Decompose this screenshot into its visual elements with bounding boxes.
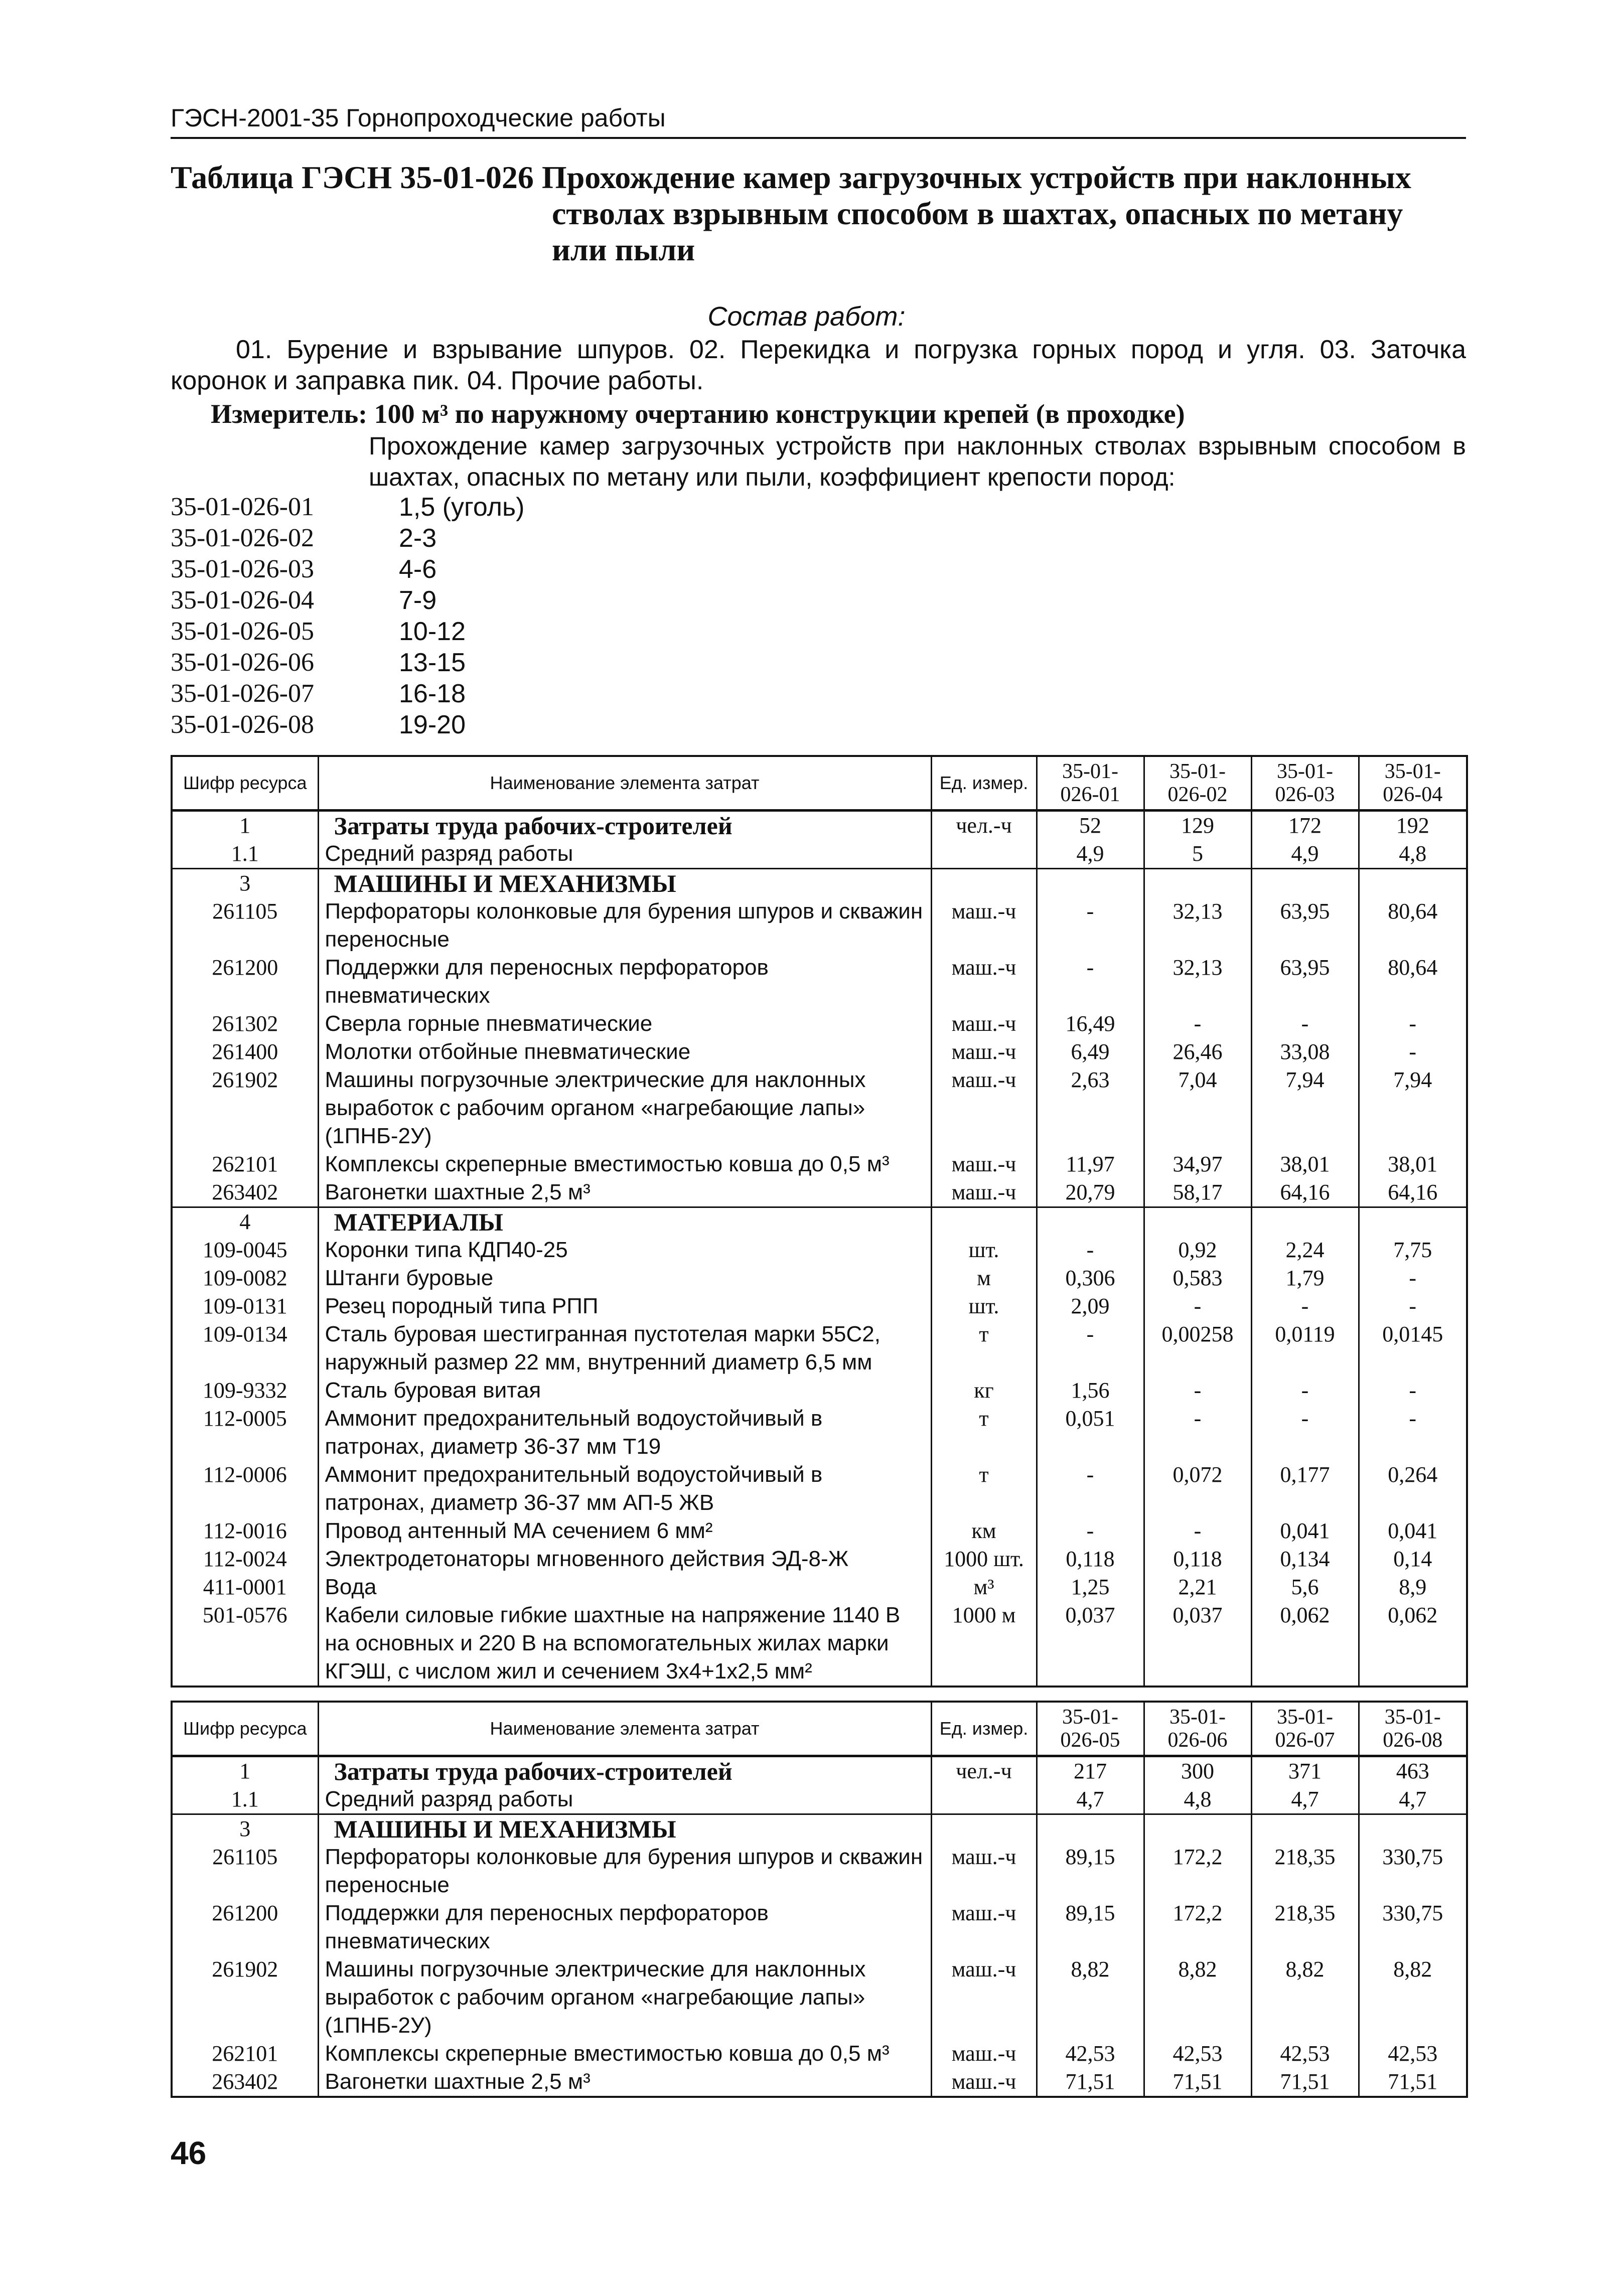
table-row: [172, 1545, 1467, 1573]
resource-code-cell: 112-0024: [172, 1545, 318, 1573]
value-cell: -: [1359, 1405, 1467, 1461]
resource-code-cell: 262101: [172, 2040, 318, 2068]
header-code: Шифр ресурса: [172, 756, 318, 811]
header-col-3: 35-01- 026-07: [1251, 1702, 1359, 1756]
resource-code-cell: 109-9332: [172, 1376, 318, 1405]
value-cell: 172: [1251, 811, 1359, 840]
value-cell: 0,0119: [1251, 1320, 1359, 1376]
value-cell: 371: [1251, 1756, 1359, 1786]
value-cell: 71,51: [1251, 2068, 1359, 2097]
composition-text: [171, 334, 1466, 396]
value-cell: -: [1359, 1292, 1467, 1320]
value-cell: 2,09: [1037, 1292, 1144, 1320]
header-col-4: 35-01- 026-08: [1359, 1702, 1467, 1756]
table-row: [172, 869, 1467, 898]
table-row: [172, 1264, 1467, 1292]
value-cell: 8,9: [1359, 1573, 1467, 1601]
code-list-item: [171, 647, 773, 678]
table-row: [172, 1814, 1467, 1844]
value-cell: 4,8: [1144, 1785, 1251, 1814]
value-cell: 2,63: [1037, 1066, 1144, 1150]
value-cell: 80,64: [1359, 897, 1467, 954]
code-list: [171, 492, 773, 740]
value-cell: -: [1144, 1292, 1251, 1320]
value-cell: 80,64: [1359, 954, 1467, 1010]
unit-cell: маш.-ч: [931, 1150, 1037, 1178]
value-cell: -: [1037, 897, 1144, 954]
value-cell: 1,25: [1037, 1573, 1144, 1601]
value-cell: 7,94: [1359, 1066, 1467, 1150]
hardness-value: 13-15: [399, 648, 466, 677]
resource-code-cell: 109-0045: [172, 1236, 318, 1264]
value-cell: 0,037: [1037, 1601, 1144, 1687]
value-cell: 6,49: [1037, 1038, 1144, 1066]
value-cell: 218,35: [1251, 1899, 1359, 1955]
value-cell: 172,2: [1144, 1843, 1251, 1899]
unit-cell: м: [931, 1264, 1037, 1292]
value-cell: 71,51: [1037, 2068, 1144, 2097]
table-row: [172, 1899, 1467, 1955]
header-col-1: 35-01- 026-01: [1037, 756, 1144, 811]
cost-element-name-cell: Вода: [318, 1573, 931, 1601]
resource-code: 35-01-026-02: [171, 524, 314, 552]
header-unit: Ед. измер.: [931, 756, 1037, 811]
value-cell: [1359, 869, 1467, 898]
table-row: [172, 1756, 1467, 1786]
value-cell: 42,53: [1359, 2040, 1467, 2068]
cost-element-name-cell: Кабели силовые гибкие шахтные на напряжение 1140 В на основных и 220 В на вспомогательных жилах марки КГЭШ, с числом жил и сечением 3х4+1х2,5 мм²: [318, 1601, 931, 1687]
table-header-row: [172, 756, 1467, 811]
table-row: [172, 1376, 1467, 1405]
composition-heading: Состав работ:: [707, 301, 906, 332]
value-cell: 463: [1359, 1756, 1467, 1786]
resource-code-cell: 1.1: [172, 840, 318, 869]
table-row: [172, 1573, 1467, 1601]
cost-element-name-cell: МАШИНЫ И МЕХАНИЗМЫ: [318, 869, 931, 898]
header-name: Наименование элемента затрат: [318, 1702, 931, 1756]
table-row: [172, 1150, 1467, 1178]
resource-code-cell: 263402: [172, 2068, 318, 2097]
code-list-item: [171, 709, 773, 740]
hardness-value: 1,5 (уголь): [399, 493, 525, 522]
value-cell: [1037, 1814, 1144, 1844]
unit-cell: [931, 1814, 1037, 1844]
cost-element-name-cell: Поддержки для переносных перфораторов пневматических: [318, 954, 931, 1010]
value-cell: 0,072: [1144, 1461, 1251, 1517]
value-cell: 330,75: [1359, 1843, 1467, 1899]
resource-code-cell: 109-0082: [172, 1264, 318, 1292]
cost-element-name-cell: Средний разряд работы: [318, 1785, 931, 1814]
value-cell: 8,82: [1359, 1955, 1467, 2040]
resource-code-cell: 263402: [172, 1178, 318, 1207]
hardness-value: 2-3: [399, 524, 437, 553]
cost-element-name-cell: Вагонетки шахтные 2,5 м³: [318, 2068, 931, 2097]
resource-code-cell: 262101: [172, 1150, 318, 1178]
table-row: [172, 1066, 1467, 1150]
table-row: [172, 1461, 1467, 1517]
header-code: Шифр ресурса: [172, 1702, 318, 1756]
table-row: [172, 1010, 1467, 1038]
resource-code-cell: 261200: [172, 954, 318, 1010]
value-cell: -: [1251, 1376, 1359, 1405]
table-row: [172, 1517, 1467, 1545]
value-cell: 42,53: [1037, 2040, 1144, 2068]
value-cell: [1251, 1814, 1359, 1844]
value-cell: 32,13: [1144, 897, 1251, 954]
value-cell: 7,75: [1359, 1236, 1467, 1264]
value-cell: [1251, 1207, 1359, 1237]
value-cell: 0,118: [1037, 1545, 1144, 1573]
value-cell: -: [1037, 1461, 1144, 1517]
table-title-line3: или пыли: [552, 232, 695, 267]
resource-table-2: [171, 1701, 1468, 2098]
value-cell: 4,7: [1251, 1785, 1359, 1814]
unit-cell: [931, 840, 1037, 869]
cost-element-name-cell: Комплексы скреперные вместимостью ковша до 0,5 м³: [318, 2040, 931, 2068]
value-cell: 38,01: [1251, 1150, 1359, 1178]
value-cell: 0,00258: [1144, 1320, 1251, 1376]
cost-element-name-cell: Машины погрузочные электрические для наклонных выработок с рабочим органом «нагребающие лапы» (1ПНБ-2У): [318, 1066, 931, 1150]
value-cell: [1144, 1207, 1251, 1237]
value-cell: [1359, 1207, 1467, 1237]
table-row: [172, 1236, 1467, 1264]
resource-code: 35-01-026-06: [171, 648, 314, 677]
value-cell: -: [1251, 1010, 1359, 1038]
value-cell: 11,97: [1037, 1150, 1144, 1178]
value-cell: -: [1037, 954, 1144, 1010]
table-row: [172, 1292, 1467, 1320]
unit-cell: чел.-ч: [931, 1756, 1037, 1786]
value-cell: 89,15: [1037, 1899, 1144, 1955]
value-cell: 0,177: [1251, 1461, 1359, 1517]
resource-code-cell: 261902: [172, 1066, 318, 1150]
running-head: ГЭСН-2001-35 Горнопроходческие работы: [171, 103, 1466, 139]
unit-cell: т: [931, 1461, 1037, 1517]
value-cell: 0,583: [1144, 1264, 1251, 1292]
unit-cell: кг: [931, 1376, 1037, 1405]
unit-cell: чел.-ч: [931, 811, 1037, 840]
value-cell: 8,82: [1251, 1955, 1359, 2040]
value-cell: -: [1144, 1010, 1251, 1038]
page-number: 46: [171, 2135, 207, 2171]
value-cell: 33,08: [1251, 1038, 1359, 1066]
unit-cell: шт.: [931, 1236, 1037, 1264]
unit-cell: маш.-ч: [931, 2040, 1037, 2068]
value-cell: [1037, 1207, 1144, 1237]
value-cell: -: [1359, 1038, 1467, 1066]
value-cell: 38,01: [1359, 1150, 1467, 1178]
cost-element-name-cell: Провод антенный МА сечением 6 мм²: [318, 1517, 931, 1545]
resource-code-cell: 112-0006: [172, 1461, 318, 1517]
cost-element-name-cell: МАТЕРИАЛЫ: [318, 1207, 931, 1237]
resource-code-cell: 3: [172, 1814, 318, 1844]
value-cell: 0,062: [1251, 1601, 1359, 1687]
table-title: [171, 160, 1466, 268]
resource-code-cell: 112-0005: [172, 1405, 318, 1461]
hardness-value: 16-18: [399, 679, 466, 708]
unit-cell: маш.-ч: [931, 1038, 1037, 1066]
resource-code-cell: 109-0134: [172, 1320, 318, 1376]
table-row: [172, 1601, 1467, 1687]
code-list-item: [171, 616, 773, 647]
unit-cell: шт.: [931, 1292, 1037, 1320]
table-row: [172, 2068, 1467, 2097]
value-cell: 71,51: [1144, 2068, 1251, 2097]
value-cell: [1037, 869, 1144, 898]
resource-code-cell: 1.1: [172, 1785, 318, 1814]
value-cell: 4,8: [1359, 840, 1467, 869]
unit-cell: 1000 шт.: [931, 1545, 1037, 1573]
unit-cell: маш.-ч: [931, 897, 1037, 954]
cost-element-name-cell: Электродетонаторы мгновенного действия ЭД-8-Ж: [318, 1545, 931, 1573]
hardness-value: 19-20: [399, 710, 466, 739]
value-cell: 8,82: [1037, 1955, 1144, 2040]
value-cell: [1359, 1814, 1467, 1844]
table-title-line1: Таблица ГЭСН 35-01-026 Прохождение камер загрузочных устройств при наклонных: [171, 160, 1411, 195]
value-cell: 4,9: [1251, 840, 1359, 869]
value-cell: 4,7: [1359, 1785, 1467, 1814]
resource-code: 35-01-026-07: [171, 679, 314, 708]
value-cell: 330,75: [1359, 1899, 1467, 1955]
cost-element-name-cell: Аммонит предохранительный водоустойчивый в патронах, диаметр 36-37 мм АП-5 ЖВ: [318, 1461, 931, 1517]
hardness-value: 10-12: [399, 617, 466, 646]
resource-code: 35-01-026-08: [171, 710, 314, 739]
cost-element-name-cell: Затраты труда рабочих-строителей: [318, 811, 931, 840]
cost-element-name-cell: Резец породный типа РПП: [318, 1292, 931, 1320]
value-cell: 5,6: [1251, 1573, 1359, 1601]
value-cell: 16,49: [1037, 1010, 1144, 1038]
hardness-value: 4-6: [399, 555, 437, 584]
value-cell: 0,14: [1359, 1545, 1467, 1573]
resource-code-cell: 261105: [172, 897, 318, 954]
unit-cell: маш.-ч: [931, 1066, 1037, 1150]
value-cell: 0,037: [1144, 1601, 1251, 1687]
header-col-2: 35-01- 026-06: [1144, 1702, 1251, 1756]
unit-cell: маш.-ч: [931, 1178, 1037, 1207]
resource-code-cell: 112-0016: [172, 1517, 318, 1545]
code-list-item: [171, 554, 773, 585]
table-title-line2: стволах взрывным способом в шахтах, опасных по метану: [552, 196, 1403, 231]
value-cell: 7,04: [1144, 1066, 1251, 1150]
unit-cell: м³: [931, 1573, 1037, 1601]
value-cell: 34,97: [1144, 1150, 1251, 1178]
cost-element-name-cell: Перфораторы колонковые для бурения шпуров и скважин переносные: [318, 1843, 931, 1899]
value-cell: 58,17: [1144, 1178, 1251, 1207]
resource-code-cell: 501-0576: [172, 1601, 318, 1687]
value-cell: 42,53: [1144, 2040, 1251, 2068]
table-row: [172, 897, 1467, 954]
value-cell: 26,46: [1144, 1038, 1251, 1066]
value-cell: 8,82: [1144, 1955, 1251, 2040]
value-cell: 4,9: [1037, 840, 1144, 869]
cost-element-name-cell: Вагонетки шахтные 2,5 м³: [318, 1178, 931, 1207]
cost-element-name-cell: Штанги буровые: [318, 1264, 931, 1292]
value-cell: 0,041: [1359, 1517, 1467, 1545]
header-unit: Ед. измер.: [931, 1702, 1037, 1756]
resource-code: 35-01-026-04: [171, 586, 314, 615]
value-cell: [1251, 869, 1359, 898]
value-cell: 4,7: [1037, 1785, 1144, 1814]
cost-element-name-cell: Затраты труда рабочих-строителей: [318, 1756, 931, 1786]
cost-element-name-cell: Сталь буровая витая: [318, 1376, 931, 1405]
intro-text: Прохождение камер загрузочных устройств при наклонных стволах взрывным способом в шахтах, опасных по метану или пыли, коэффициент крепости пород:: [369, 432, 1466, 491]
value-cell: -: [1037, 1236, 1144, 1264]
cost-element-name-cell: Аммонит предохранительный водоустойчивый в патронах, диаметр 36-37 мм Т19: [318, 1405, 931, 1461]
cost-element-name-cell: Перфораторы колонковые для бурения шпуров и скважин переносные: [318, 897, 931, 954]
value-cell: -: [1144, 1376, 1251, 1405]
value-cell: 2,21: [1144, 1573, 1251, 1601]
value-cell: 64,16: [1251, 1178, 1359, 1207]
value-cell: 42,53: [1251, 2040, 1359, 2068]
value-cell: 192: [1359, 811, 1467, 840]
resource-code-cell: 261200: [172, 1899, 318, 1955]
value-cell: 0,041: [1251, 1517, 1359, 1545]
value-cell: 300: [1144, 1756, 1251, 1786]
value-cell: 63,95: [1251, 954, 1359, 1010]
table-row: [172, 1207, 1467, 1237]
resource-code-cell: 1: [172, 811, 318, 840]
value-cell: 64,16: [1359, 1178, 1467, 1207]
resource-code: 35-01-026-03: [171, 555, 314, 583]
unit-cell: 1000 м: [931, 1601, 1037, 1687]
value-cell: -: [1359, 1376, 1467, 1405]
value-cell: 0,306: [1037, 1264, 1144, 1292]
table-row: [172, 1038, 1467, 1066]
table-row: [172, 1785, 1467, 1814]
value-cell: 217: [1037, 1756, 1144, 1786]
cost-element-name-cell: Сталь буровая шестигранная пустотелая марки 55С2, наружный размер 22 мм, внутренний диаметр 6,5 мм: [318, 1320, 931, 1376]
unit-cell: [931, 1207, 1037, 1237]
resource-code-cell: 3: [172, 869, 318, 898]
value-cell: -: [1037, 1320, 1144, 1376]
value-cell: 89,15: [1037, 1843, 1144, 1899]
header-col-4: 35-01- 026-04: [1359, 756, 1467, 811]
value-cell: 1,56: [1037, 1376, 1144, 1405]
table-row: [172, 2040, 1467, 2068]
table-row: [172, 954, 1467, 1010]
unit-cell: [931, 1785, 1037, 1814]
cost-element-name-cell: Коронки типа КДП40-25: [318, 1236, 931, 1264]
value-cell: 0,134: [1251, 1545, 1359, 1573]
table-row: [172, 1843, 1467, 1899]
resource-code-cell: 261400: [172, 1038, 318, 1066]
value-cell: 52: [1037, 811, 1144, 840]
table-row: [172, 1405, 1467, 1461]
value-cell: 172,2: [1144, 1899, 1251, 1955]
value-cell: [1144, 869, 1251, 898]
unit-cell: маш.-ч: [931, 1010, 1037, 1038]
unit-cell: маш.-ч: [931, 1955, 1037, 2040]
table-row: [172, 1955, 1467, 2040]
hardness-value: 7-9: [399, 586, 437, 615]
cost-element-name-cell: Комплексы скреперные вместимостью ковша до 0,5 м³: [318, 1150, 931, 1178]
value-cell: [1144, 1814, 1251, 1844]
header-col-3: 35-01- 026-03: [1251, 756, 1359, 811]
resource-code-cell: 261105: [172, 1843, 318, 1899]
value-cell: -: [1359, 1010, 1467, 1038]
value-cell: 32,13: [1144, 954, 1251, 1010]
value-cell: 0,051: [1037, 1405, 1144, 1461]
cost-element-name-cell: Поддержки для переносных перфораторов пневматических: [318, 1899, 931, 1955]
unit-cell: маш.-ч: [931, 1843, 1037, 1899]
measure-unit: Измеритель: 100 м³ по наружному очертанию конструкции крепей (в проходке): [211, 399, 1185, 429]
cost-element-name-cell: Сверла горные пневматические: [318, 1010, 931, 1038]
unit-cell: [931, 869, 1037, 898]
value-cell: -: [1251, 1292, 1359, 1320]
value-cell: 0,264: [1359, 1461, 1467, 1517]
table-row: [172, 1178, 1467, 1207]
resource-code-cell: 411-0001: [172, 1573, 318, 1601]
code-list-item: [171, 523, 773, 554]
table-row: [172, 840, 1467, 869]
resource-table-1: [171, 755, 1468, 1688]
value-cell: 0,92: [1144, 1236, 1251, 1264]
composition-body: 01. Бурение и взрывание шпуров. 02. Перекидка и погрузка горных пород и угля. 03. Заточка коронок и заправка пик. 04. Прочие работы.: [171, 335, 1466, 395]
value-cell: 129: [1144, 811, 1251, 840]
header-col-2: 35-01- 026-02: [1144, 756, 1251, 811]
value-cell: -: [1037, 1517, 1144, 1545]
unit-cell: км: [931, 1517, 1037, 1545]
value-cell: 1,79: [1251, 1264, 1359, 1292]
value-cell: 5: [1144, 840, 1251, 869]
table-row: [172, 1320, 1467, 1376]
cost-element-name-cell: Средний разряд работы: [318, 840, 931, 869]
resource-code-cell: 4: [172, 1207, 318, 1237]
table-row: [172, 811, 1467, 840]
value-cell: -: [1359, 1264, 1467, 1292]
table-header-row: [172, 1702, 1467, 1756]
value-cell: 218,35: [1251, 1843, 1359, 1899]
value-cell: 0,118: [1144, 1545, 1251, 1573]
value-cell: 7,94: [1251, 1066, 1359, 1150]
cost-element-name-cell: Молотки отбойные пневматические: [318, 1038, 931, 1066]
unit-cell: маш.-ч: [931, 954, 1037, 1010]
unit-cell: маш.-ч: [931, 1899, 1037, 1955]
value-cell: 0,0145: [1359, 1320, 1467, 1376]
header-col-1: 35-01- 026-05: [1037, 1702, 1144, 1756]
value-cell: 20,79: [1037, 1178, 1144, 1207]
resource-code-cell: 261302: [172, 1010, 318, 1038]
resource-code: 35-01-026-05: [171, 617, 314, 646]
resource-code-cell: 261902: [172, 1955, 318, 2040]
value-cell: 2,24: [1251, 1236, 1359, 1264]
unit-cell: т: [931, 1320, 1037, 1376]
header-name: Наименование элемента затрат: [318, 756, 931, 811]
value-cell: -: [1144, 1517, 1251, 1545]
code-list-item: [171, 585, 773, 616]
resource-code: 35-01-026-01: [171, 493, 314, 521]
value-cell: 63,95: [1251, 897, 1359, 954]
resource-code-cell: 109-0131: [172, 1292, 318, 1320]
code-list-item: [171, 492, 773, 523]
cost-element-name-cell: Машины погрузочные электрические для наклонных выработок с рабочим органом «нагребающие лапы» (1ПНБ-2У): [318, 1955, 931, 2040]
unit-cell: маш.-ч: [931, 2068, 1037, 2097]
value-cell: -: [1251, 1405, 1359, 1461]
cost-element-name-cell: МАШИНЫ И МЕХАНИЗМЫ: [318, 1814, 931, 1844]
unit-cell: т: [931, 1405, 1037, 1461]
value-cell: -: [1144, 1405, 1251, 1461]
value-cell: 71,51: [1359, 2068, 1467, 2097]
resource-code-cell: 1: [172, 1756, 318, 1786]
value-cell: 0,062: [1359, 1601, 1467, 1687]
code-list-item: [171, 678, 773, 709]
